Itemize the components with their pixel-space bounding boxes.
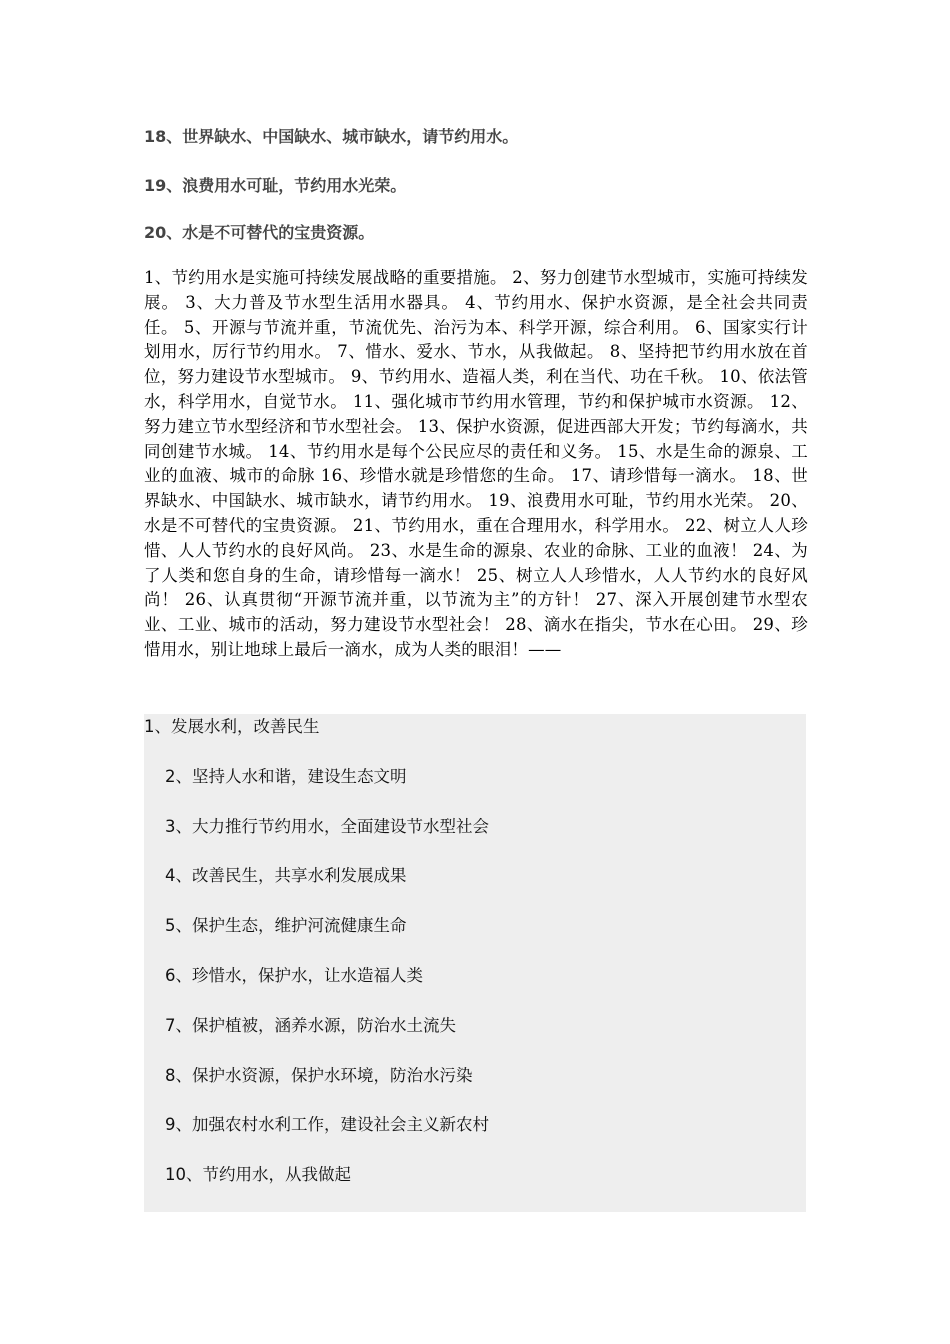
list-item: 5、保护生态，维护河流健康生命 — [165, 916, 407, 935]
slogan-paragraph: 1、节约用水是实施可持续发展战略的重要措施。 2、努力创建节水型城市，实施可持续发展。 3、大力普及节水型生活用水器具。 4、节约用水、保护水资源，是全社会共同责任。 5、开源与节流并重，节流优先、治污为本、科学开源，综合利用。 6、国家实行计划用水，厉行节约用水。 7、惜水、爱水、节水，从我做起。 8、坚持把节约用水放在首位，努力建设节水型城市。 9、节约用水、造福人类，利在当代、功在千秋。 10、依法管水，科学用水，自觉节水。 11、强化城市节约用水管理，节约和保护城市水资源。 12、努力建立节水型经济和节水型社会。 13、保护水资源，促进西部大开发；节约每滴水，共同创建节水城。 14、节约用水是每个公民应尽的责任和义务。 15、水是生命的源泉、工业的血液、城市的命脉 16、珍惜水就是珍惜您的生命。 17、请珍惜每一滴水。 18、世界缺水、中国缺水、城市缺水，请节约用水。 19、浪费用水可耻，节约用水光荣。 20、水是不可替代的宝贵资源。 21、节约用水，重在合理用水，科学用水。 22、树立人人珍惜、人人节约水的良好风尚。 23、水是生命的源泉、农业的命脉、工业的血液！ 24、为了人类和您自身的生命，请珍惜每一滴水！ 25、树立人人珍惜水，人人节约水的良好风尚！ 26、认真贯彻“开源节流并重，以节流为主”的方针！ 27、深入开展创建节水型农业、工业、城市的活动，努力建设节水型社会！ 28、滴水在指尖，节水在心田。 29、珍惜用水，别让地球上最后一滴水，成为人类的眼泪！—— — [144, 268, 808, 659]
list-item: 10、节约用水，从我做起 — [165, 1165, 351, 1184]
list-item: 6、珍惜水，保护水，让水造福人类 — [165, 966, 423, 985]
list-item: 4、改善民生，共享水利发展成果 — [165, 866, 407, 885]
list-item: 7、保护植被，涵养水源，防治水土流失 — [165, 1016, 456, 1035]
list-item: 3、大力推行节约用水，全面建设节水型社会 — [165, 817, 489, 836]
headline-19: 19、浪费用水可耻，节约用水光荣。 — [144, 176, 407, 195]
headline-18: 18、世界缺水、中国缺水、城市缺水，请节约用水。 — [144, 127, 519, 146]
headline-20: 20、水是不可替代的宝贵资源。 — [144, 223, 375, 242]
list-item: 1、发展水利，改善民生 — [144, 717, 320, 736]
list-item: 2、坚持人水和谐，建设生态文明 — [165, 767, 407, 786]
list-item: 9、加强农村水利工作，建设社会主义新农村 — [165, 1115, 489, 1134]
list-item: 8、保护水资源，保护水环境，防治水污染 — [165, 1066, 473, 1085]
